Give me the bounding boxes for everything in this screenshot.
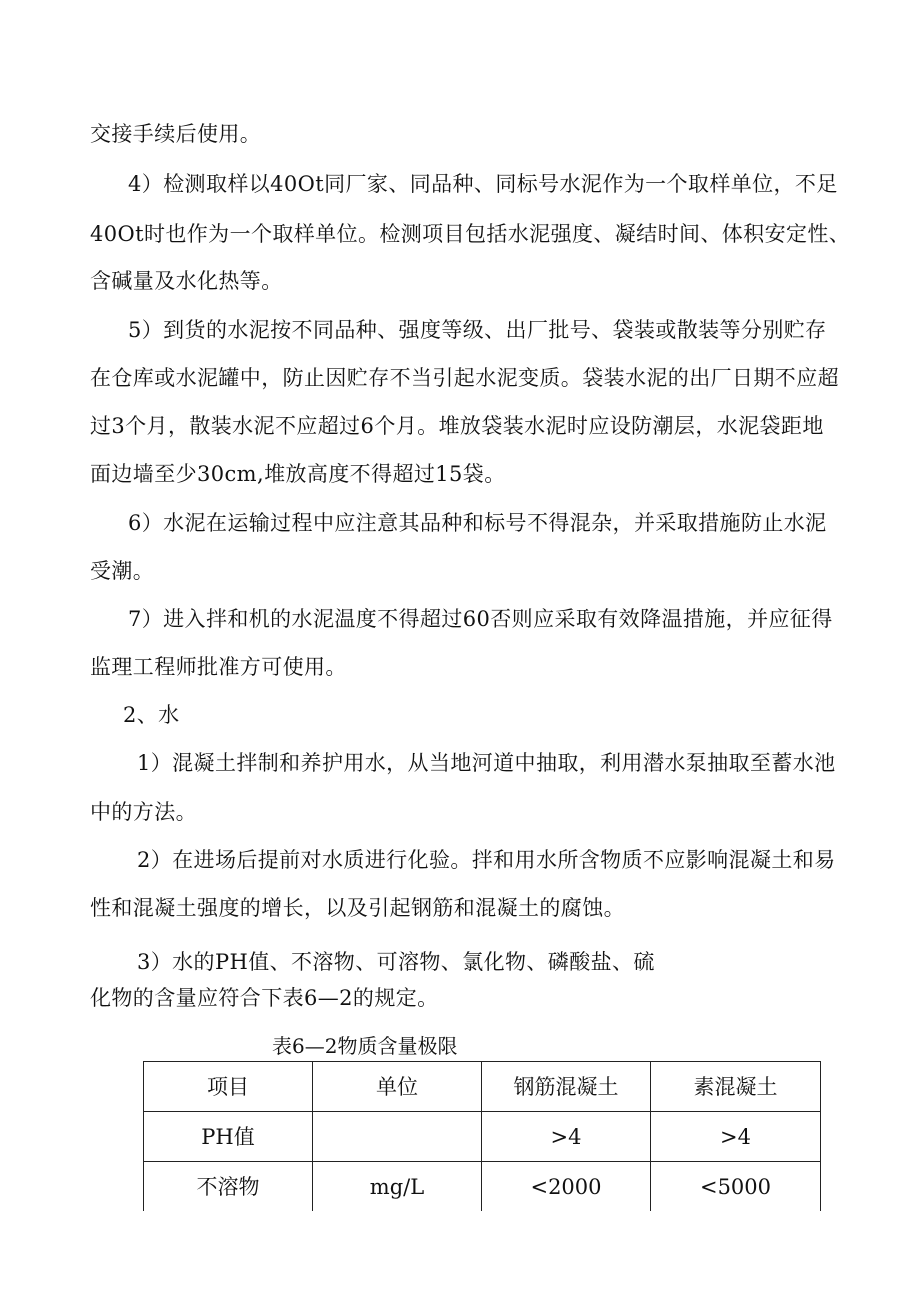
header-cell-unit: 单位 <box>313 1062 482 1112</box>
text-line: 交接手续后使用。 <box>90 122 262 146</box>
text-line: 4）检测取样以40Ot同厂家、同品种、同标号水泥作为一个取样单位，不足 <box>128 172 838 196</box>
substance-limits-table <box>143 1061 821 1211</box>
text-line: 监理工程师批准方可使用。 <box>90 655 347 679</box>
table-row <box>144 1162 821 1212</box>
table-cell: <2000 <box>482 1162 651 1212</box>
header-cell-plain-concrete: 素混凝土 <box>651 1062 821 1112</box>
table-cell: 不溶物 <box>144 1162 313 1212</box>
text-line: 2）在进场后提前对水质进行化验。拌和用水所含物质不应影响混凝土和易 <box>137 848 836 872</box>
text-line: 6）水泥在运输过程中应注意其品种和标号不得混杂，并采取措施防止水泥 <box>128 511 827 535</box>
header-cell-reinforced-concrete: 钢筋混凝土 <box>482 1062 651 1112</box>
table-caption: 表6—2物质含量极限 <box>272 1034 458 1058</box>
table-cell: mg/L <box>313 1162 482 1212</box>
text-line: 受潮。 <box>90 559 155 583</box>
text-line: 过3个月，散装水泥不应超过6个月。堆放袋装水泥时应设防潮层，水泥袋距地 <box>90 414 824 438</box>
text-line: 5）到货的水泥按不同品种、强度等级、出厂批号、袋装或散装等分别贮存 <box>128 318 827 342</box>
text-line: 面边墙至少30cm,堆放高度不得超过15袋。 <box>90 462 506 486</box>
text-line: 在仓库或水泥罐中，防止因贮存不当引起水泥变质。袋装水泥的出厂日期不应超 <box>90 366 839 390</box>
table-cell: >4 <box>482 1112 651 1162</box>
table-cell: >4 <box>651 1112 821 1162</box>
table-header-row <box>144 1062 821 1112</box>
section-heading: 2、水 <box>123 703 180 727</box>
text-line: 40Ot时也作为一个取样单位。检测项目包括水泥强度、凝结时间、体积安定性、 <box>90 222 851 246</box>
text-line: 化物的含量应符合下表6—2的规定。 <box>90 986 439 1010</box>
table-row <box>144 1112 821 1162</box>
text-line: 中的方法。 <box>90 800 197 824</box>
text-line: 性和混凝土强度的增长，以及引起钢筋和混凝土的腐蚀。 <box>90 896 625 920</box>
text-line: 3）水的PH值、不溶物、可溶物、氯化物、磷酸盐、硫 <box>137 950 655 974</box>
text-line: 含碱量及水化热等。 <box>90 269 283 293</box>
table-cell: <5000 <box>651 1162 821 1212</box>
text-line: 1）混凝土拌制和养护用水，从当地河道中抽取，利用潜水泵抽取至蓄水池 <box>137 751 836 775</box>
table-cell: PH值 <box>144 1112 313 1162</box>
header-cell-item: 项目 <box>144 1062 313 1112</box>
table-cell <box>313 1112 482 1162</box>
text-line: 7）进入拌和机的水泥温度不得超过60否则应采取有效降温措施，并应征得 <box>128 607 833 631</box>
